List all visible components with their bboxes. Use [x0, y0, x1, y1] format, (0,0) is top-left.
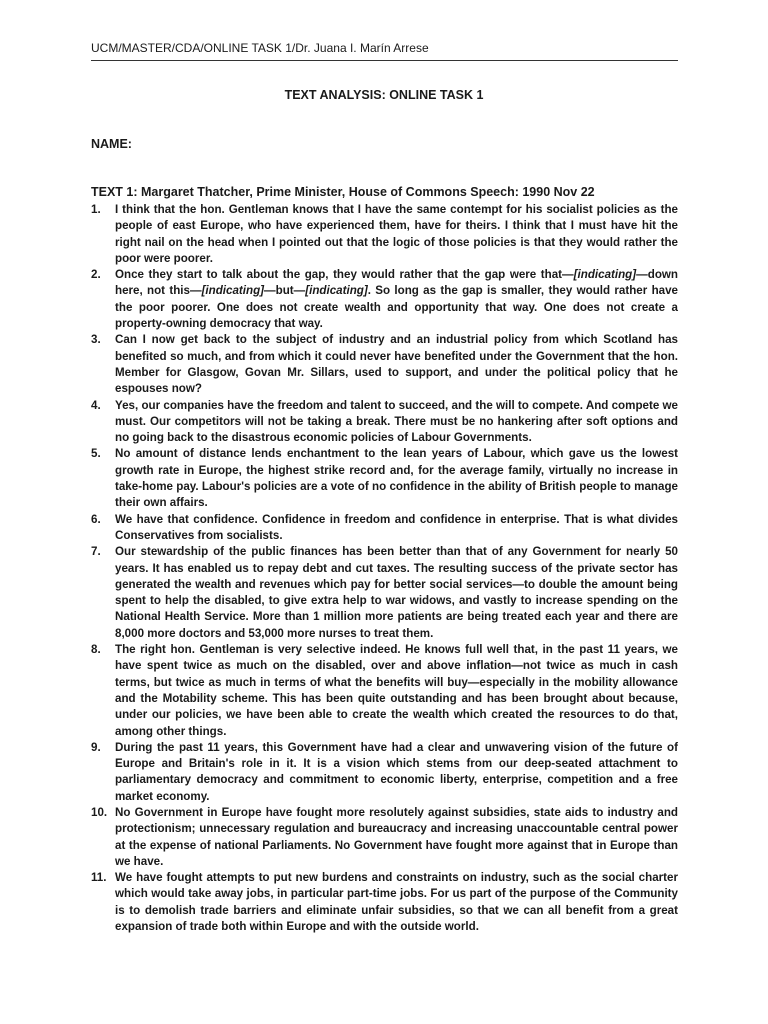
stage-direction: [indicating] [305, 284, 368, 298]
paragraph-text: During the past 11 years, this Government have had a clear and unwavering vision of the future of Europe and Britain's role in it. It is a vision which stems from our deep-seated attachment to parliamentary democracy and commitment to economic liberty, enterprise, competition and a free market economy. [115, 740, 678, 803]
page-title: TEXT ANALYSIS: ONLINE TASK 1 [284, 88, 484, 102]
paragraph-4 [91, 398, 678, 447]
paragraph-text: We have that confidence. Confidence in freedom and confidence in enterprise. That is what divides Conservatives from socialists. [115, 512, 678, 542]
paragraph-number: 10. [91, 805, 108, 819]
paragraph-number: 5. [91, 447, 101, 461]
paragraph-text: No amount of distance lends enchantment to the lean years of Labour, which gave us the lowest growth rate in Europe, the highest strike record and, for the average family, virtually no increase in take-home pay. Labour's policies are a vote of no confidence in the ability of British people to manage their own affairs. [115, 447, 678, 510]
paragraph-9 [91, 740, 678, 805]
paragraph-number: 7. [91, 545, 101, 559]
paragraph-list [91, 202, 678, 935]
paragraph-2 [91, 267, 678, 332]
paragraph-number: 1. [91, 203, 101, 216]
name-label: NAME: [91, 137, 132, 151]
paragraph-number: 6. [91, 512, 101, 526]
stage-direction: [indicating] [573, 268, 637, 282]
paragraph-11 [91, 870, 678, 935]
paragraph-text: I think that the hon. Gentleman knows that I have the same contempt for his socialist policies as the people of east Europe, who have experienced them, have for theirs. I think that I must have hit the right nail on the head when I pointed out that the logic of those policies is that they would rather the poor were poorer. [115, 203, 678, 265]
paragraph-text: The right hon. Gentleman is very selective indeed. He knows full well that, in the past 11 years, we have spent twice as much on the disabled, over and above inflation—not twice as much in cash terms, but twice as much in terms of what the benefits will buy—especially in the mobility allowance and the Motability scheme. This has been quite outstanding and has been brought about because, under our policies, we have been able to create the wealth which created the resources to do that, among other things. [115, 643, 678, 738]
paragraph-3 [91, 332, 678, 397]
paragraph-1 [91, 202, 678, 267]
paragraph-number: 2. [91, 268, 101, 282]
stage-direction: [indicating] [201, 284, 265, 298]
text-heading: TEXT 1: Margaret Thatcher, Prime Minister, House of Commons Speech: 1990 Nov 22 [91, 185, 595, 199]
paragraph-number: 8. [91, 643, 101, 657]
paragraph-text: We have fought attempts to put new burdens and constraints on industry, such as the social charter which would take away jobs, in particular part-time jobs. For us part of the purpose of the Community is to demolish trade barriers and eliminate unfair subsidies, so that we can all benefit from a great expansion of trade both within Europe and with the outside world. [115, 871, 678, 934]
header-divider [91, 60, 678, 61]
paragraph-text: Our stewardship of the public finances has been better than that of any Government for nearly 50 years. It has enabled us to repay debt and cut taxes. The resulting success of the private sector has generated the wealth and revenues which pay for better social services—to double the amount being spent to help the disabled, to give extra help to war widows, and vastly to increase spending on the National Health Service. More than 1 million more patients are being treated each year and there are 8,000 more doctors and 53,000 more nurses to treat them. [115, 545, 678, 640]
paragraph-5 [91, 446, 678, 511]
paragraph-text: No Government in Europe have fought more resolutely against subsidies, state aids to industry and protectionism; unnecessary regulation and bureaucracy and increasing unaccountable central power at the expense of national Parliaments. No Government have fought more against that in Europe than we have. [115, 805, 678, 868]
paragraph-text: Can I now get back to the subject of industry and an industrial policy from which Scotland has benefited so much, and from which it could never have benefited under the Government that the hon. Member for Glasgow, Govan Mr. Sillars, used to support, and under the political policy that he espouses now? [115, 333, 678, 396]
paragraph-number: 3. [91, 333, 101, 347]
paragraph-number: 9. [91, 740, 101, 754]
paragraph-text: Yes, our companies have the freedom and talent to succeed, and the will to compete. And compete we must. Our competitors will not be taking a break. There must be no hankering after soft options and no going back to the disastrous economic policies of Labour Governments. [115, 398, 678, 445]
paragraph-8 [91, 642, 678, 740]
paragraph-number: 11. [91, 871, 107, 885]
paragraph-text: Once they start to talk about the gap, they would rather that the gap were that—[indicating]—down here, not this—[indicating]—but—[indicating]. So long as the gap is smaller, they would rather have the poor poorer. One does not create wealth and opportunity that way. One does not create a property-owning democracy that way. [115, 268, 678, 331]
paragraph-6 [91, 512, 678, 545]
paragraph-10 [91, 805, 678, 870]
paragraph-7 [91, 544, 678, 642]
paragraph-number: 4. [91, 398, 101, 412]
running-header: UCM/MASTER/CDA/ONLINE TASK 1/Dr. Juana I. Marín Arrese [91, 41, 429, 55]
